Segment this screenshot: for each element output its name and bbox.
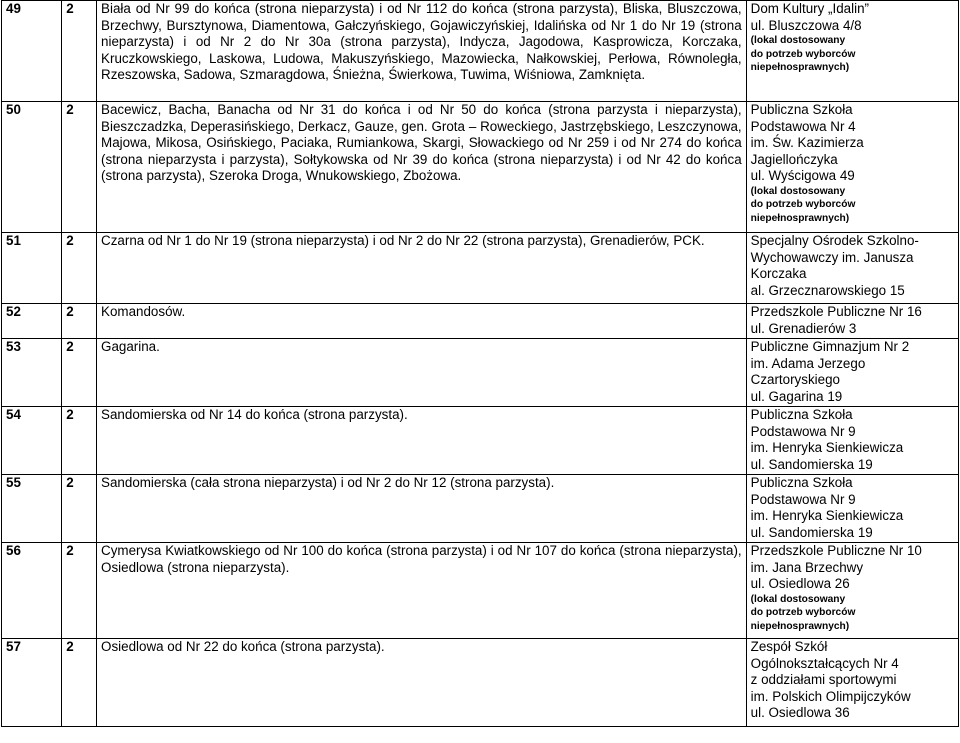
polling-place <box>746 339 958 407</box>
place-line: Podstawowa Nr 4 <box>750 118 856 134</box>
district-number: 2 <box>62 475 97 543</box>
place-line: Dom Kultury „Idalin” <box>750 1 869 16</box>
place-line: ul. Grenadierów 3 <box>750 320 857 336</box>
row-number: 56 <box>2 543 62 639</box>
table-row <box>2 407 959 475</box>
accessibility-note: (lokal dostosowany <box>750 593 846 605</box>
table-row <box>2 339 959 407</box>
place-line: Publiczna Szkoła <box>750 407 853 422</box>
polling-districts-table <box>1 0 959 727</box>
place-line: Przedszkole Publiczne Nr 10 <box>750 543 922 558</box>
accessibility-note: niepełnosprawnych) <box>750 620 850 632</box>
streets-list: Cymerysa Kwiatkowskiego od Nr 100 do końca (strona parzysta) i od Nr 107 do końca (strona nieparzysta), Osiedlowa (strona nieparzysta). <box>97 543 747 639</box>
place-line: Podstawowa Nr 9 <box>750 423 856 439</box>
place-line: ul. Wyścigowa 49 <box>750 168 855 183</box>
place-line: ul. Bluszczowa 4/8 <box>750 17 862 33</box>
place-line: Publiczna Szkoła <box>750 102 853 117</box>
row-number: 54 <box>2 407 62 475</box>
table-row <box>2 639 959 727</box>
table-row <box>2 233 959 304</box>
place-line: im. Jana Brzechwy <box>750 559 864 575</box>
streets-list: Bacewicz, Bacha, Banacha od Nr 31 do końca i od Nr 50 do końca (strona parzysta i nieparzysta), Bieszczadzka, Deperasińskiego, Derkacz, Gauze, gen. Grota – Roweckiego, Jastrzębskiego, Leszczynowa, Majowa, Mikosa, Osińskiego, Paciaka, Rumiankowa, Skargi, Słowackiego od Nr 259 i od Nr 274 do końca (strona nieparzysta i parzysta), Sołtykowska od Nr 39 do końca (strona nieparzysta) i od Nr 42 do końca (strona parzysta), Szeroka Droga, Wnukowskiego, Zbożowa. <box>97 102 747 233</box>
accessibility-note: do potrzeb wyborców <box>750 607 856 618</box>
table-row <box>2 1 959 102</box>
row-number: 49 <box>2 1 62 102</box>
place-line: im. Adama Jerzego <box>750 355 866 371</box>
row-number: 51 <box>2 233 62 304</box>
district-number: 2 <box>62 102 97 233</box>
streets-list: Biała od Nr 99 do końca (strona nieparzysta) i od Nr 112 do końca (strona parzysta), Bliska, Bluszczowa, Brzechwy, Bursztynowa, Diamentowa, Gałczyńskiego, Gojawiczyńskiej, Idalińska od Nr 1 do Nr 19 (strona nieparzysta) i od Nr 2 do Nr 30a (strona parzysta), Indycza, Jagodowa, Kasprowicza, Korczaka, Kruczkowskiego, Laskowa, Ludowa, Makuszyńskiego, Mazowiecka, Nałkowskiej, Perłowa, Równoległa, Rzeszowska, Sadowa, Szmaragdowa, Śnieżna, Świerkowa, Tuwima, Wiśniowa, Zamknięta. <box>97 1 747 102</box>
streets-list: Osiedlowa od Nr 22 do końca (strona parzysta). <box>97 639 747 727</box>
polling-place <box>746 233 958 304</box>
place-line: ul. Gagarina 19 <box>750 388 843 404</box>
row-number: 55 <box>2 475 62 543</box>
place-line: im. Henryka Sienkiewicza <box>750 508 904 523</box>
accessibility-note: (lokal dostosowany <box>750 35 846 46</box>
row-number: 53 <box>2 339 62 407</box>
place-line: Jagiellończyka <box>750 151 838 167</box>
place-line: im. Polskich Olimpijczyków <box>750 688 911 704</box>
place-line: Specjalny Ośrodek Szkolno- <box>750 233 919 248</box>
polling-place <box>746 407 958 475</box>
row-number: 50 <box>2 102 62 233</box>
polling-place <box>746 543 958 639</box>
streets-list: Sandomierska (cała strona nieparzysta) i od Nr 2 do Nr 12 (strona parzysta). <box>97 475 747 543</box>
accessibility-note: do potrzeb wyborców <box>750 199 856 210</box>
polling-place <box>746 1 958 102</box>
district-number: 2 <box>62 304 97 339</box>
table-row <box>2 543 959 639</box>
table-body <box>2 1 959 727</box>
district-number: 2 <box>62 233 97 304</box>
place-line: Zespół Szkół <box>750 639 828 654</box>
streets-list: Sandomierska od Nr 14 do końca (strona parzysta). <box>97 407 747 475</box>
place-line: im. Henryka Sienkiewicza <box>750 440 904 455</box>
district-number: 2 <box>62 543 97 639</box>
place-line: Publiczne Gimnazjum Nr 2 <box>750 339 910 354</box>
place-line: Przedszkole Publiczne Nr 16 <box>750 304 922 319</box>
district-number: 2 <box>62 407 97 475</box>
district-number: 2 <box>62 339 97 407</box>
place-line: ul. Sandomierska 19 <box>750 524 873 540</box>
district-number: 2 <box>62 639 97 727</box>
streets-list: Komandosów. <box>97 304 747 339</box>
place-line: Publiczna Szkoła <box>750 475 853 490</box>
table-row <box>2 304 959 339</box>
polling-place <box>746 639 958 727</box>
place-line: Korczaka <box>750 266 807 281</box>
polling-place <box>746 475 958 543</box>
place-line: ul. Sandomierska 19 <box>750 456 873 472</box>
row-number: 52 <box>2 304 62 339</box>
place-line: Czartoryskiego <box>750 372 840 387</box>
place-line: Podstawowa Nr 9 <box>750 491 856 507</box>
table-row <box>2 475 959 543</box>
streets-list: Czarna od Nr 1 do Nr 19 (strona nieparzysta) i od Nr 2 do Nr 22 (strona parzysta), Grenadierów, PCK. <box>97 233 747 304</box>
place-line: z oddziałami sportowymi <box>750 672 897 687</box>
place-line: Wychowawczy im. Janusza <box>750 249 914 265</box>
accessibility-note: do potrzeb wyborców <box>750 48 856 60</box>
accessibility-note: niepełnosprawnych) <box>750 62 850 73</box>
accessibility-note: (lokal dostosowany <box>750 185 846 197</box>
table-row <box>2 102 959 233</box>
place-line: Ogólnokształcących Nr 4 <box>750 655 899 671</box>
district-number: 2 <box>62 1 97 102</box>
place-line: im. Św. Kazimierza <box>750 135 864 150</box>
place-line: ul. Osiedlowa 36 <box>750 705 850 720</box>
place-line: ul. Osiedlowa 26 <box>750 576 850 591</box>
polling-place <box>746 304 958 339</box>
polling-place <box>746 102 958 233</box>
place-line: al. Grzecznarowskiego 15 <box>750 282 905 298</box>
row-number: 57 <box>2 639 62 727</box>
streets-list: Gagarina. <box>97 339 747 407</box>
accessibility-note: niepełnosprawnych) <box>750 212 850 224</box>
